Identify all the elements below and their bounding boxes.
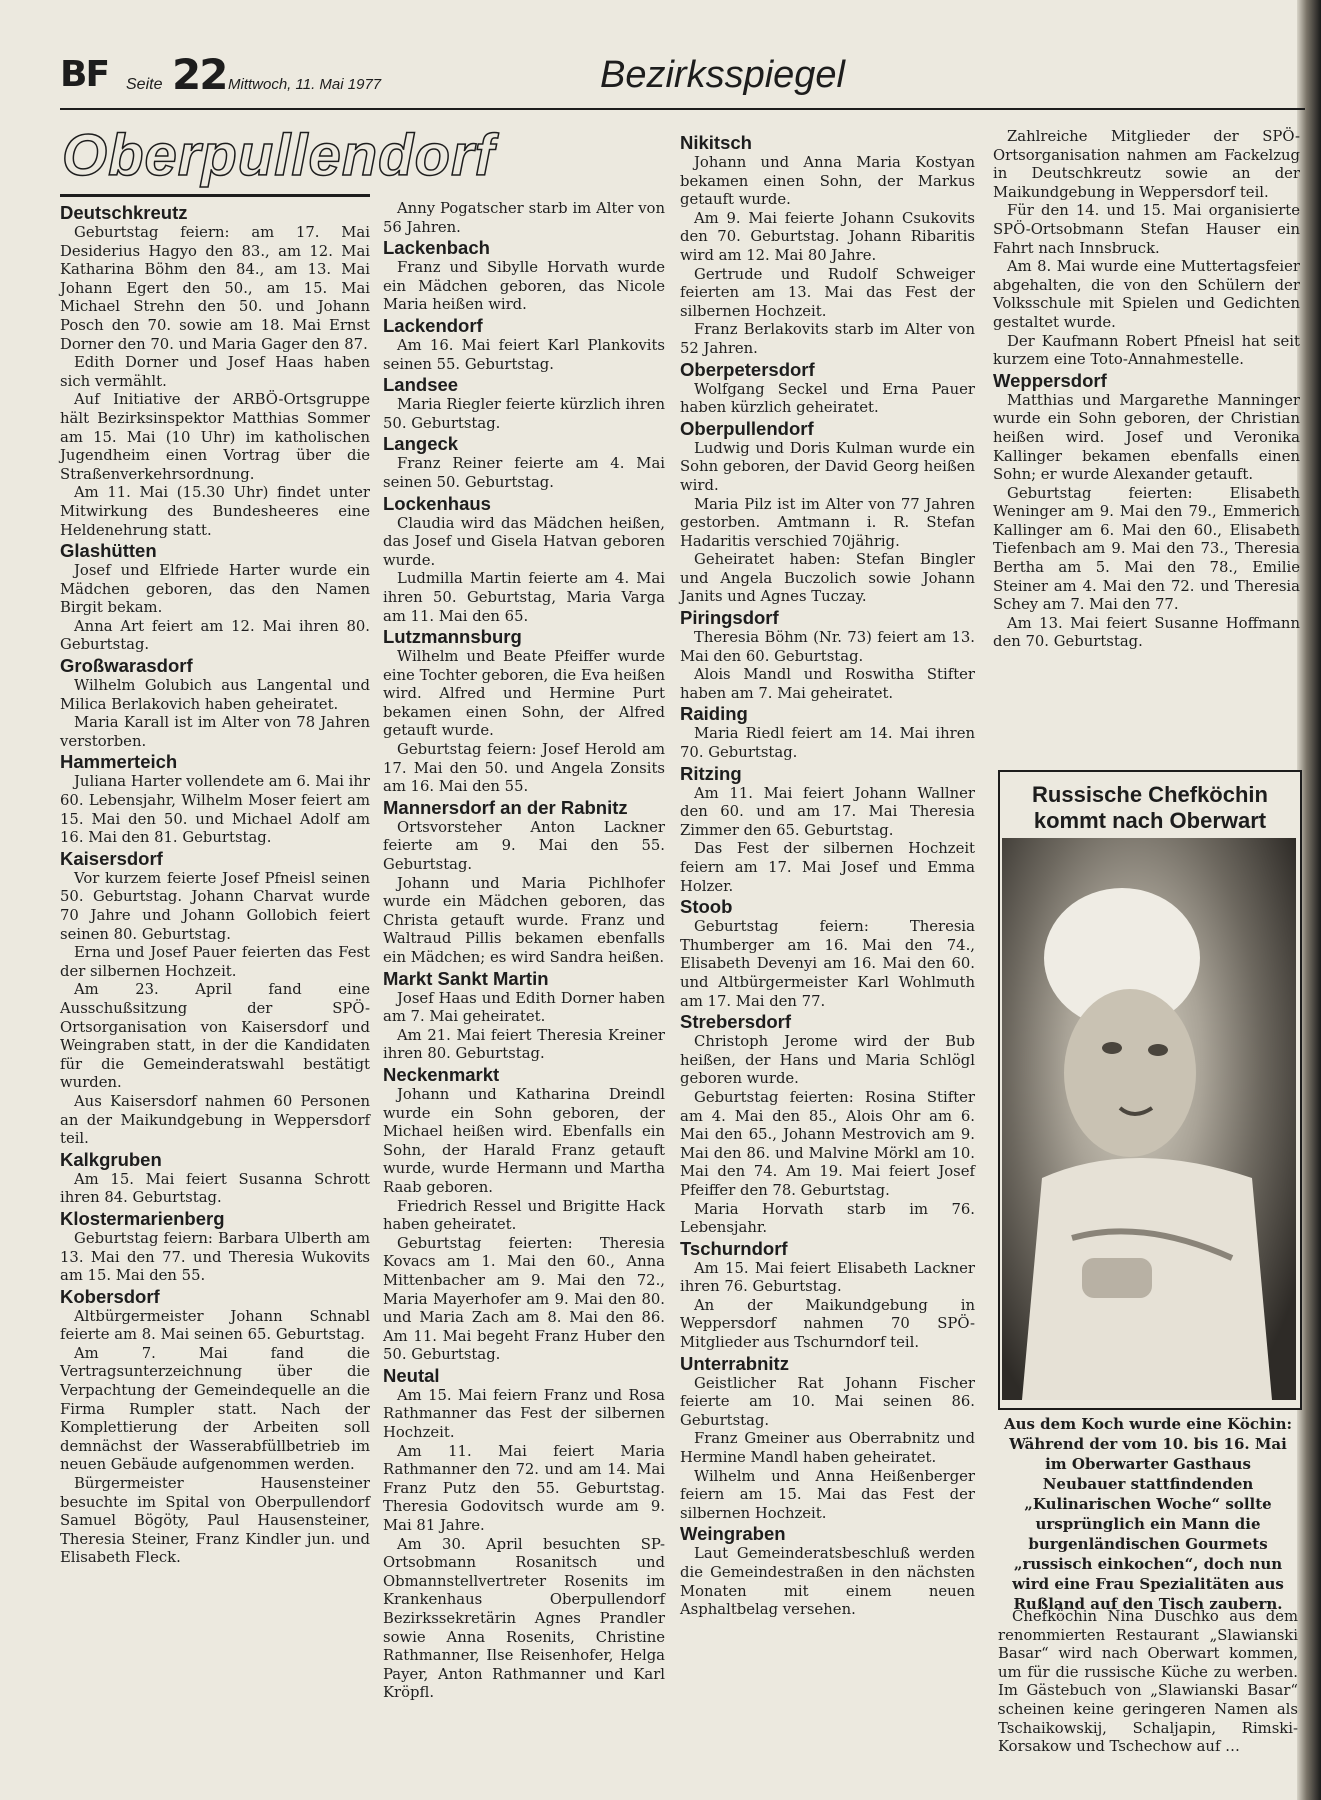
column-2 (383, 200, 665, 1703)
place-entry (383, 1387, 665, 1703)
paragraph: Claudia wird das Mädchen heißen, das Josef und Gisela Hatvan geboren wurde. (383, 514, 665, 569)
paragraph: Bürgermeister Hausensteiner besuchte im Spital von Oberpullendorf Samuel Bögöty, Paul Hausensteiner, Theresia Steiner, Franz Kindler jun. und Elisabeth Fleck. (60, 1475, 370, 1567)
place-entry (60, 870, 370, 1149)
paragraph: Josef Haas und Edith Dorner haben am 7. Mai geheiratet. (383, 989, 665, 1026)
feature-box (998, 770, 1302, 1410)
place-entry (383, 515, 665, 627)
place-entry (383, 990, 665, 1064)
paragraph: Ludmilla Martin feierte am 4. Mai ihren 50. Geburtstag, Maria Varga am 11. Mai den 65. (383, 570, 665, 625)
place-entry (680, 154, 975, 359)
paragraph: Geheiratet haben: Stefan Bingler und Angela Buczolich sowie Johann Janits und Agnes Tuczay. (680, 551, 975, 606)
feature-body-text: Chefköchin Nina Duschko aus dem renommierten Restaurant „Slawianski Basar“ wird nach Oberwart kommen, um für die russische Küche zu werben. Im Gästebuch von „Slawianski Basar“ scheinen keine geringeren Namen als Tschaikowskij, Schaljapin, Rimski-Korsakow und Tschechow auf … (998, 1608, 1298, 1756)
paragraph: Wilhelm und Beate Pfeiffer wurde eine Tochter geboren, die Eva heißen wird. Alfred und Hermine Purt bekamen einen Sohn, der Alfred getauft wurde. (383, 648, 665, 740)
paragraph: Am 30. April besuchten SP-Ortsobmann Rosanitsch und Obmannstellvertreter Rosenits im Krankenhaus Oberpullendorf Bezirkssekretärin Agnes Prandler sowie Anna Rosenits, Christine Rathmanner, Ilse Reisenhofer, Helga Payer, Anton Rathmanner und Karl Kröpfl. (383, 1535, 665, 1702)
paragraph: Maria Pilz ist im Alter von 77 Jahren gestorben. Amtmann i. R. Stefan Hadaritis verschied 70jährig. (680, 495, 975, 550)
paragraph: Geburtstag feierten: Theresia Kovacs am 1. Mai den 60., Anna Mittenbacher am 9. Mai den 72., Maria Mayerhofer am 9. Mai den 80. und Maria Zach am 8. Mai den 86. Am 11. Mai begeht Franz Huber den 50. Geburtstag. (383, 1234, 665, 1364)
paragraph: Am 11. Mai feiert Johann Wallner den 60. und am 17. Mai Theresia Zimmer den 65. Geburtstag. (680, 784, 975, 839)
place-heading: Hammerteich (60, 751, 178, 773)
paragraph: Am 21. Mai feiert Theresia Kreiner ihren 80. Geburtstag. (383, 1026, 665, 1063)
paragraph: Maria Karall ist im Alter von 78 Jahren verstorben. (60, 714, 370, 750)
place-heading: Großwarasdorf (60, 655, 193, 677)
paragraph: Aus Kaisersdorf nahmen 60 Personen an der Maikundgebung in Weppersdorf teil. (60, 1092, 370, 1148)
section-title: Bezirksspiegel (600, 54, 845, 96)
column-4 (993, 128, 1300, 652)
place-heading: Mannersdorf an der Rabnitz (383, 796, 628, 818)
place-heading: Kobersdorf (60, 1285, 160, 1307)
paragraph: Christoph Jerome wird der Bub heißen, der Hans und Maria Schlögl geboren wurde. (680, 1033, 975, 1088)
paragraph: Johann und Katharina Dreindl wurde ein Sohn geboren, der Michael heißen wird. Ebenfalls ein Sohn, der Harald Franz getauft wurde, wurde Hermann und Martha Raab geboren. (383, 1085, 665, 1196)
paragraph: Wilhelm und Anna Heißenberger feiern am 15. Mai das Fest der silbernen Hochzeit. (680, 1467, 975, 1522)
paragraph: Maria Riedl feiert am 14. Mai ihren 70. Geburtstag. (680, 725, 975, 762)
paragraph: Am 23. April fand eine Ausschußsitzung der SPÖ-Ortsorganisation von Kaisersdorf und Weingraben statt, in der die Kandidaten für die Gemeinderatswahl bestätigt wurden. (60, 981, 370, 1092)
place-entry (60, 773, 370, 847)
column-4-entries (993, 370, 1300, 652)
issue-date: Mittwoch, 11. Mai 1977 (228, 76, 382, 93)
paragraph: Johann und Anna Maria Kostyan bekamen einen Sohn, der Markus getauft wurde. (680, 154, 975, 209)
paragraph: Am 15. Mai feiern Franz und Rosa Rathmanner das Fest der silbernen Hochzeit. (383, 1386, 665, 1442)
place-heading: Glashütten (60, 540, 157, 562)
place-heading: Neutal (383, 1364, 440, 1386)
place-entry (60, 562, 370, 655)
paragraph: Maria Riegler feierte kürzlich ihren 50. Geburtstag. (383, 396, 665, 432)
paragraph: Am 11. Mai (15.30 Uhr) findet unter Mitwirkung des Bundesheeres eine Heldenehrung statt. (60, 484, 370, 539)
feature-headline: Russische Chefköchin kommt nach Oberwart (1032, 782, 1268, 833)
place-entry (680, 440, 975, 607)
paragraph: Wolfgang Seckel und Erna Pauer haben kürzlich geheiratet. (680, 380, 975, 417)
place-heading: Lockenhaus (383, 492, 491, 514)
column-4-lead (993, 128, 1300, 370)
paragraph: Juliana Harter vollendete am 6. Mai ihr 60. Lebensjahr, Wilhelm Moser feiert am 15. Mai den 50. und Michael Adolf am 16. Mai den 81. Geburtstag. (60, 773, 370, 847)
paragraph: Josef und Elfriede Harter wurde ein Mädchen geboren, das den Namen Birgit bekam. (60, 562, 370, 617)
masthead (60, 48, 1305, 104)
place-heading: Landsee (383, 374, 459, 396)
place-entry (60, 1230, 370, 1286)
place-heading: Lackendorf (383, 314, 483, 336)
feature-body (998, 1608, 1298, 1757)
place-entry (383, 819, 665, 968)
place-entry (680, 918, 975, 1011)
place-entry (383, 337, 665, 374)
paragraph: Anna Art feiert am 12. Mai ihren 80. Geburtstag. (60, 617, 370, 654)
place-heading: Piringsdorf (680, 607, 779, 629)
paragraph: Franz und Sibylle Horvath wurde ein Mädchen geboren, das Nicole Maria heißen wird. (383, 259, 665, 314)
paragraph: Ortsvorsteher Anton Lackner feierte am 9. Mai den 55. Geburtstag. (383, 818, 665, 874)
place-entry (680, 1545, 975, 1619)
paragraph: Auf Initiative der ARBÖ-Ortsgruppe hält Bezirksinspektor Matthias Sommer am 15. Mai (10 Uhr) im katholischen Jugendheim einen Vortrag über die Straßenverkehrsordnung. (60, 391, 370, 483)
paragraph: Franz Gmeiner aus Oberrabnitz und Hermine Mandl haben geheiratet. (680, 1430, 975, 1467)
masthead-rule (60, 108, 1305, 110)
paragraph: Geburtstag feiern: Barbara Ulberth am 13. Mai den 77. und Theresia Wukovits am 15. Mai den 55. (60, 1229, 370, 1285)
paragraph: Edith Dorner und Josef Haas haben sich vermählt. (60, 354, 370, 390)
paragraph: Alois Mandl und Roswitha Stifter haben am 7. Mai geheiratet. (680, 666, 975, 702)
place-heading: Neckenmarkt (383, 1063, 500, 1085)
place-heading: Weppersdorf (993, 369, 1107, 391)
paper-logo: BF (60, 54, 109, 95)
paragraph: Altbürgermeister Johann Schnabl feierte am 8. Mai seinen 65. Geburtstag. (60, 1307, 370, 1344)
column-3 (680, 132, 975, 1620)
place-heading: Oberpetersdorf (680, 358, 815, 380)
place-heading: Kalkgruben (60, 1148, 162, 1170)
place-entry (383, 396, 665, 433)
place-entry (680, 785, 975, 897)
paragraph: Vor kurzem feierte Josef Pfneisl seinen 50. Geburtstag. Johann Charvat wurde 70 Jahre und Johann Gollobich feiert seinen 80. Geburtstag. (60, 869, 370, 943)
paragraph: Franz Reiner feierte am 4. Mai seinen 50. Geburtstag. (383, 455, 665, 491)
place-heading: Klostermarienberg (60, 1207, 225, 1229)
paragraph: Das Fest der silbernen Hochzeit feiern am 17. Mai Josef und Emma Holzer. (680, 840, 975, 895)
place-entry (383, 259, 665, 315)
paragraph: Am 15. Mai feiert Elisabeth Lackner ihren 76. Geburtstag. (680, 1259, 975, 1296)
paragraph: Wilhelm Golubich aus Langental und Milica Berlakovich haben geheiratet. (60, 677, 370, 713)
place-heading: Kaisersdorf (60, 847, 163, 869)
place-entry (993, 392, 1300, 652)
photo-illustration (1002, 838, 1296, 1400)
paragraph: Am 7. Mai fand die Vertragsunterzeichnung über die Verpachtung der Gemeindequelle an die Firma Rumpler statt. Nach der Komplettierung der Arbeiten soll demnächst der Wasserabfüllbetrieb im neuen Gebäude aufgenommen werden. (60, 1344, 370, 1474)
place-heading: Ritzing (680, 762, 742, 784)
paragraph: Geburtstag feierten: Rosina Stifter am 4. Mai den 85., Alois Ohr am 6. Mai den 65., Johann Mestrovich am 9. Mai den 86. und Malvine Mörkl am 10. Mai den 74. Am 19. Mai feiert Josef Pfeiffer den 78. Geburtstag. (680, 1088, 975, 1199)
column-2-entries (383, 237, 665, 1703)
place-heading: Deutschkreutz (60, 202, 188, 223)
place-heading: Markt Sankt Martin (383, 967, 549, 989)
paragraph: An der Maikundgebung in Weppersdorf nahmen 70 SPÖ-Mitglieder aus Tschurndorf teil. (680, 1296, 975, 1352)
feature-caption: Aus dem Koch wurde eine Köchin: Während der vom 10. bis 16. Mai im Oberwarter Gasthaus Neubauer stattfindenden „Kulinarischen Woche“ sollte ursprünglich ein Mann die burgenländischen Gourmets „russisch einkochen“, doch nun wird eine Frau Spezialitäten aus Rußland auf den Tisch zaubern. (1003, 1415, 1293, 1613)
paragraph: Franz Berlakovits starb im Alter von 52 Jahren. (680, 321, 975, 357)
place-entry (680, 629, 975, 703)
paragraph: Ludwig und Doris Kulman wurde ein Sohn geboren, der David Georg heißen wird. (680, 439, 975, 494)
page-number: 22 (172, 50, 227, 99)
paragraph: Der Kaufmann Robert Pfneisl hat seit kurzem eine Toto-Annahmestelle. (993, 332, 1300, 369)
place-entry (60, 677, 370, 751)
paragraph: Am 8. Mai wurde eine Muttertagsfeier abgehalten, die von den Schülern der Volksschule mit Spielen und Gedichten gestaltet wurde. (993, 258, 1300, 331)
paragraph: Geburtstag feiern: Josef Herold am 17. Mai den 50. und Angela Zonsits am 16. Mai den 55. (383, 741, 665, 796)
paragraph: Erna und Josef Pauer feierten das Fest der silbernen Hochzeit. (60, 944, 370, 980)
column-1 (60, 202, 370, 1568)
place-heading: Strebersdorf (680, 1011, 792, 1033)
paragraph: Am 13. Mai feiert Susanne Hoffmann den 70. Geburtstag. (993, 614, 1300, 651)
place-entry (680, 1033, 975, 1238)
place-entry (383, 648, 665, 797)
place-heading: Nikitsch (680, 132, 752, 153)
place-entry (383, 1086, 665, 1365)
paragraph: Gertrude und Rudolf Schweiger feierten am 13. Mai das Fest der silbernen Hochzeit. (680, 265, 975, 320)
paragraph: Matthias und Margarethe Manninger wurde ein Sohn geboren, der Christian heißen wird. Josef und Veronika Kallinger bekamen ebenfalls einen Sohn; er wurde Alexander getauft. (993, 391, 1300, 484)
place-entry (383, 455, 665, 492)
place-entry (680, 1260, 975, 1353)
paragraph: Johann und Maria Pichlhofer wurde ein Mädchen geboren, das Christa getauft wurde. Franz und Waltraud Pillis bekamen ebenfalls ein Mädchen; es wird Sandra heißen. (383, 874, 665, 966)
place-heading: Lutzmannsburg (383, 626, 522, 648)
paragraph: Theresia Böhm (Nr. 73) feiert am 13. Mai den 60. Geburtstag. (680, 629, 975, 665)
paragraph: Am 15. Mai feiert Susanna Schrott ihren 84. Geburtstag. (60, 1170, 370, 1207)
place-entry (60, 1308, 370, 1568)
region-title: Oberpullendorf (62, 123, 495, 188)
place-heading: Oberpullendorf (680, 417, 814, 439)
lead-paragraph: Anny Pogatscher starb im Alter von 56 Jahren. (383, 200, 665, 236)
place-heading: Lackenbach (383, 237, 490, 259)
paragraph: Laut Gemeinderatsbeschluß werden die Gemeindestraßen in den nächsten Monaten mit einem neuen Asphaltbelag versehen. (680, 1545, 975, 1619)
paragraph: Am 11. Mai feiert Maria Rathmanner den 72. und am 14. Mai Franz Putz den 55. Geburtstag. Theresia Godovitsch wurde am 9. Mai 81 Jahre. (383, 1442, 665, 1535)
place-entry (60, 224, 370, 540)
paragraph: Geburtstag feiern: Theresia Thumberger am 16. Mai den 74., Elisabeth Devenyi am 16. Mai den 60. und Altbürgermeister Karl Wohlmuth am 17. Mai den 77. (680, 918, 975, 1010)
place-entry (60, 1171, 370, 1208)
paragraph: Geistlicher Rat Johann Fischer feierte am 10. Mai seinen 86. Geburtstag. (680, 1374, 975, 1429)
paragraph: Am 16. Mai feiert Karl Plankovits seinen 55. Geburtstag. (383, 336, 665, 373)
portrait-photo-icon (1002, 838, 1296, 1400)
paragraph: Friedrich Ressel und Brigitte Hack haben geheiratet. (383, 1197, 665, 1234)
place-heading: Unterrabnitz (680, 1352, 789, 1374)
paragraph: Zahlreiche Mitglieder der SPÖ-Ortsorganisation nahmen am Fackelzug in Deutschkreutz sowie an der Maikundgebung in Weppersdorf teil. (993, 128, 1300, 201)
region-rule (60, 194, 370, 197)
page-label: Seite (126, 76, 163, 93)
paragraph: Maria Horvath starb im 76. Lebensjahr. (680, 1200, 975, 1237)
column-2-lead (383, 200, 665, 237)
paragraph: Geburtstag feiern: am 17. Mai Desiderius Hagyo den 83., am 12. Mai Katharina Böhm den 84., am 13. Mai Johann Egert den 50., am 15. Mai Michael Strehn den 50. und Johann Posch den 70. sowie am 18. Mai Ernst Dorner den 70. und Maria Gager den 87. (60, 224, 370, 353)
paragraph: Geburtstag feierten: Elisabeth Weninger am 9. Mai den 79., Emmerich Kallinger am 6. Mai den 60., Elisabeth Tiefenbach am 9. Mai den 73., Theresia Bertha am 5. Mai den 78., Emilie Steiner am 4. Mai den 72. und Theresia Schey am 7. Mai den 77. (993, 484, 1300, 614)
paragraph: Für den 14. und 15. Mai organisierte SPÖ-Ortsobmann Stefan Hauser ein Fahrt nach Innsbruck. (993, 202, 1300, 257)
place-heading: Raiding (680, 703, 748, 725)
place-entry (680, 1375, 975, 1524)
place-heading: Langeck (383, 433, 459, 455)
place-heading: Weingraben (680, 1523, 786, 1545)
place-heading: Stoob (680, 896, 733, 918)
place-entry (680, 725, 975, 762)
paragraph: Am 9. Mai feierte Johann Csukovits den 70. Geburtstag. Johann Ribaritis wird am 12. Mai 80 Jahre. (680, 209, 975, 264)
place-entry (680, 381, 975, 418)
place-heading: Tschurndorf (680, 1237, 788, 1259)
